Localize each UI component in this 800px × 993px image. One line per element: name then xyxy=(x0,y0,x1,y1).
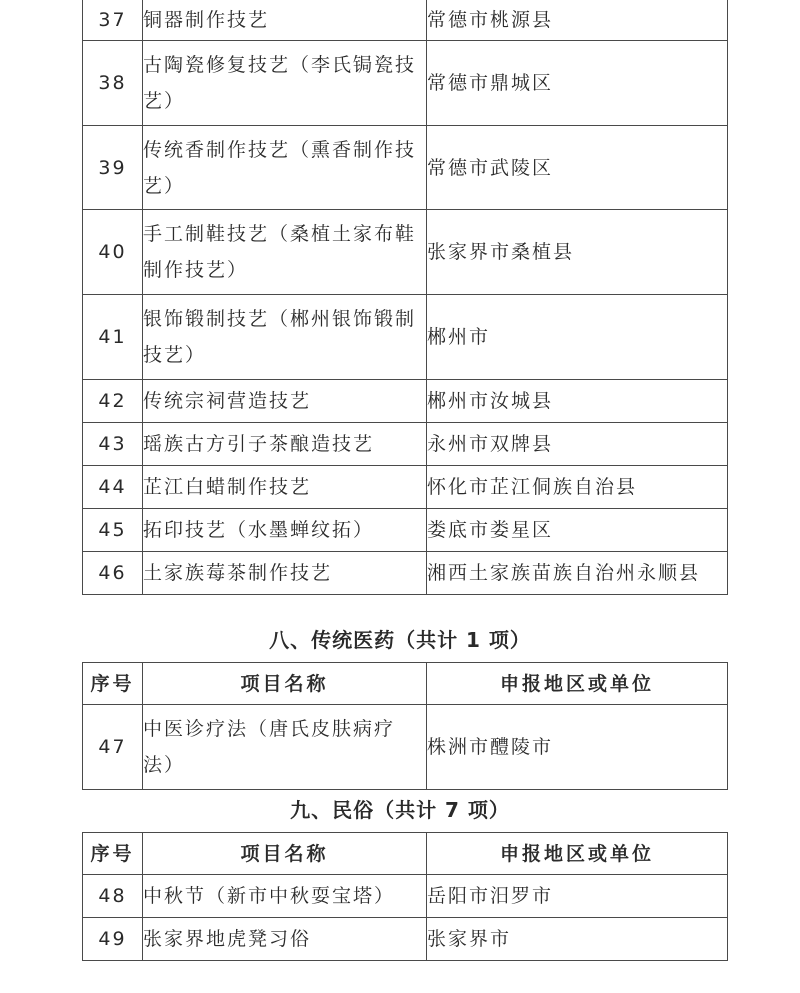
item-name: 瑶族古方引子茶酿造技艺 xyxy=(143,423,427,466)
item-region: 永州市双牌县 xyxy=(427,423,728,466)
item-region: 常德市鼎城区 xyxy=(427,41,728,126)
table-row xyxy=(83,466,728,509)
item-name: 中医诊疗法（唐氏皮肤病疗法） xyxy=(143,705,427,790)
item-number: 48 xyxy=(83,875,143,918)
item-number: 43 xyxy=(83,423,143,466)
header-name: 项目名称 xyxy=(143,833,427,875)
item-name: 手工制鞋技艺（桑植土家布鞋制作技艺） xyxy=(143,210,427,295)
item-region: 郴州市汝城县 xyxy=(427,380,728,423)
table-row xyxy=(83,126,728,210)
item-name: 张家界地虎凳习俗 xyxy=(143,918,427,961)
item-number: 47 xyxy=(83,705,143,790)
table-row xyxy=(83,380,728,423)
traditional-medicine-table xyxy=(82,662,728,790)
table-header-row xyxy=(83,663,728,705)
header-region: 申报地区或单位 xyxy=(427,833,728,875)
item-name: 银饰锻制技艺（郴州银饰锻制技艺） xyxy=(143,295,427,380)
item-region: 郴州市 xyxy=(427,295,728,380)
item-name: 古陶瓷修复技艺（李氏锔瓷技艺） xyxy=(143,41,427,126)
item-number: 44 xyxy=(83,466,143,509)
table-row xyxy=(83,705,728,790)
item-number: 49 xyxy=(83,918,143,961)
header-region: 申报地区或单位 xyxy=(427,663,728,705)
item-name: 芷江白蜡制作技艺 xyxy=(143,466,427,509)
item-region: 怀化市芷江侗族自治县 xyxy=(427,466,728,509)
table-header-row xyxy=(83,833,728,875)
table-row xyxy=(83,210,728,295)
item-number: 45 xyxy=(83,509,143,552)
item-number: 38 xyxy=(83,41,143,126)
item-name: 拓印技艺（水墨蝉纹拓） xyxy=(143,509,427,552)
item-region: 株洲市醴陵市 xyxy=(427,705,728,790)
item-name: 中秋节（新市中秋耍宝塔） xyxy=(143,875,427,918)
item-name: 铜器制作技艺 xyxy=(143,0,427,41)
item-region: 常德市武陵区 xyxy=(427,126,728,210)
item-region: 张家界市桑植县 xyxy=(427,210,728,295)
item-region: 湘西土家族苗族自治州永顺县 xyxy=(427,552,728,595)
table-row xyxy=(83,918,728,961)
section-heading-traditional-medicine: 八、传统医药（共计 1 项） xyxy=(269,628,531,652)
header-name: 项目名称 xyxy=(143,663,427,705)
item-number: 37 xyxy=(83,0,143,41)
section-heading-folk-customs: 九、民俗（共计 7 项） xyxy=(290,798,510,822)
header-number: 序号 xyxy=(83,833,143,875)
item-region: 张家界市 xyxy=(427,918,728,961)
item-number: 41 xyxy=(83,295,143,380)
item-name: 土家族莓茶制作技艺 xyxy=(143,552,427,595)
item-region: 常德市桃源县 xyxy=(427,0,728,41)
item-region: 岳阳市汨罗市 xyxy=(427,875,728,918)
table-row xyxy=(83,552,728,595)
table-row xyxy=(83,0,728,41)
table-row xyxy=(83,295,728,380)
table-row xyxy=(83,41,728,126)
crafts-table xyxy=(82,0,728,595)
table-row xyxy=(83,423,728,466)
table-row xyxy=(83,509,728,552)
item-region: 娄底市娄星区 xyxy=(427,509,728,552)
item-number: 39 xyxy=(83,126,143,210)
item-number: 40 xyxy=(83,210,143,295)
item-name: 传统宗祠营造技艺 xyxy=(143,380,427,423)
header-number: 序号 xyxy=(83,663,143,705)
table-row xyxy=(83,875,728,918)
folk-customs-table xyxy=(82,832,728,961)
item-number: 46 xyxy=(83,552,143,595)
item-number: 42 xyxy=(83,380,143,423)
item-name: 传统香制作技艺（熏香制作技艺） xyxy=(143,126,427,210)
